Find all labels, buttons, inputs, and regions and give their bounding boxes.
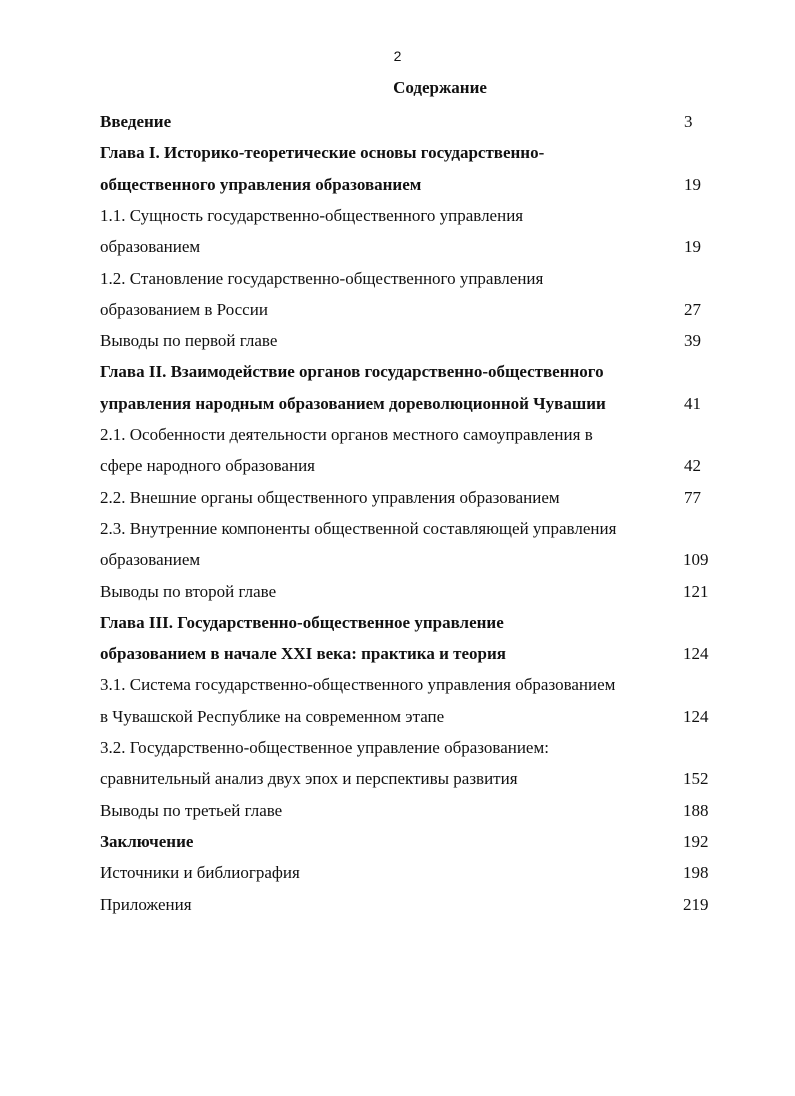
toc-entry-page: 27: [684, 299, 701, 319]
toc-entry-text: Глава III. Государственно-общественное управление: [100, 612, 504, 632]
toc-entry-page: 124: [683, 644, 709, 664]
toc-entry-page: 152: [683, 769, 709, 789]
toc-entry-text: Приложения: [100, 894, 192, 914]
toc-entry-text: образованием в начале XXI века: практика и теория: [100, 644, 506, 664]
toc-entry-page: 192: [683, 831, 709, 851]
toc-entry-text: Глава I. Историко-теоретические основы государственно-: [100, 143, 545, 163]
toc-entry-text: Выводы по второй главе: [100, 581, 277, 601]
toc-entry-page: 219: [683, 894, 709, 914]
toc-entry-page: 109: [683, 550, 709, 570]
toc-entry-page: 77: [684, 487, 701, 507]
toc-entry-text: Источники и библиография: [100, 863, 300, 883]
toc-entry-text: 2.2. Внешние органы общественного управления образованием: [100, 487, 560, 507]
toc-entry-page: 41: [684, 393, 701, 413]
toc-entry-text: 1.2. Становление государственно-общественного управления: [100, 268, 544, 288]
page-number: 2: [393, 48, 402, 64]
toc-entry-text: Заключение: [100, 831, 194, 851]
toc-entry-text: 3.1. Система государственно-общественного управления образованием: [100, 675, 616, 695]
toc-entry-text: управления народным образованием дореволюционной Чувашии: [100, 393, 606, 413]
toc-entry-text: сравнительный анализ двух эпох и перспективы развития: [100, 769, 518, 789]
toc-entry-page: 188: [683, 800, 709, 820]
toc-entry-page: 19: [684, 237, 701, 257]
toc-entry-text: 1.1. Сущность государственно-общественного управления: [100, 205, 524, 225]
toc-entry-page: 19: [684, 174, 701, 194]
toc-entry-text: образованием: [100, 237, 201, 257]
toc-entry-text: образованием в России: [100, 299, 268, 319]
toc-entry-page: 3: [684, 112, 693, 131]
toc-entry-text: 2.1. Особенности деятельности органов местного самоуправления в: [100, 425, 593, 444]
toc-entry-text: сфере народного образования: [100, 456, 315, 476]
toc-entry-text: образованием: [100, 550, 201, 570]
toc-entry-page: 39: [684, 331, 701, 351]
toc-entry-text: в Чувашской Республике на современном этапе: [100, 706, 445, 726]
toc-entry-text: 2.3. Внутренние компоненты общественной составляющей управления: [100, 518, 617, 538]
toc-entry-text: 3.2. Государственно-общественное управление образованием:: [100, 738, 549, 757]
toc-entry-text: Выводы по третьей главе: [100, 800, 283, 820]
toc-entry-text: Введение: [100, 112, 172, 131]
toc-entry-page: 121: [683, 581, 709, 601]
toc-entry-text: Глава II. Взаимодействие органов государственно-общественного: [100, 362, 604, 382]
page-title: Содержание: [393, 78, 487, 97]
toc-entry-text: общественного управления образованием: [100, 174, 422, 194]
toc-entry-text: Выводы по первой главе: [100, 331, 278, 351]
toc-entry-page: 124: [683, 706, 709, 726]
toc-entry-page: 198: [683, 863, 709, 883]
toc-entry-page: 42: [684, 456, 701, 476]
